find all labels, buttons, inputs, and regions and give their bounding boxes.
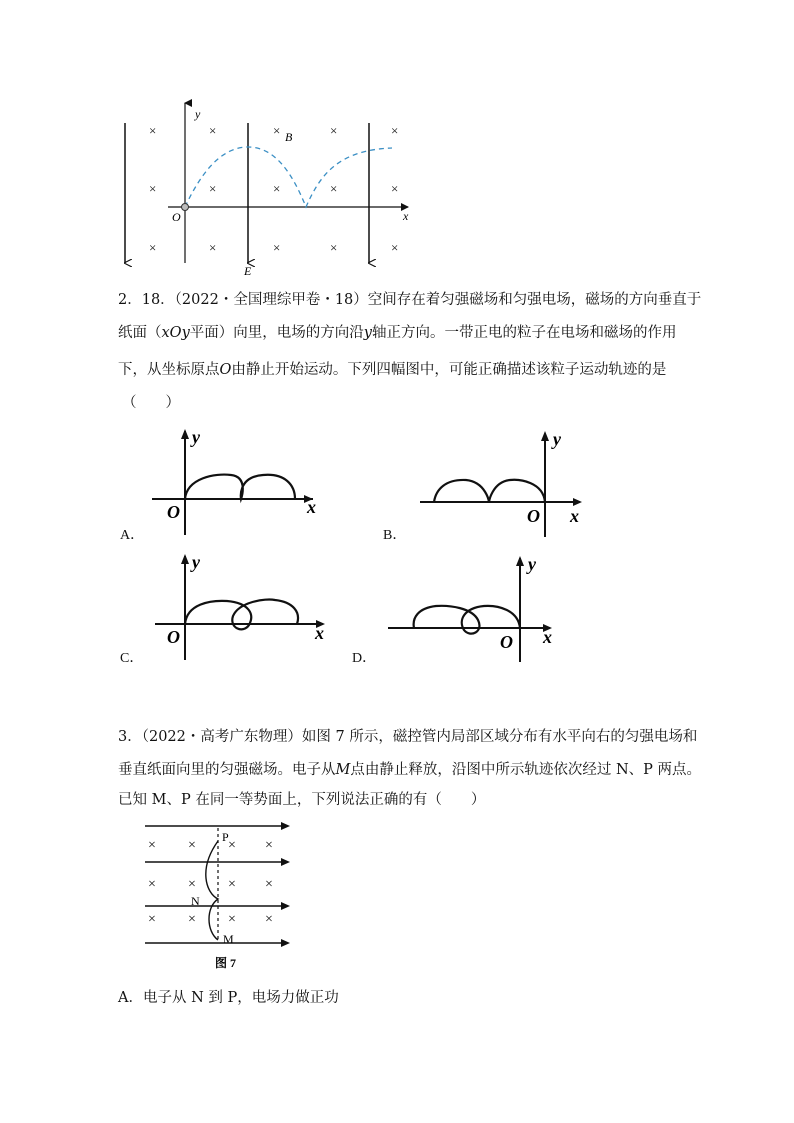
label-E: E	[244, 264, 252, 278]
axis-y-label: y	[528, 554, 536, 574]
axis-o-label: O	[167, 502, 180, 522]
q2-plane: xOy	[161, 325, 190, 341]
option-a-graph	[145, 423, 325, 538]
cross: ×	[149, 181, 157, 196]
electron-trajectory	[206, 841, 218, 940]
axis-o-label: O	[167, 627, 180, 647]
label-B: B	[285, 130, 293, 144]
axis-x-label: x	[307, 497, 316, 517]
axis-y-label: y	[553, 429, 561, 449]
option-a-label[interactable]: A．	[120, 528, 145, 543]
q3-line-2	[118, 760, 701, 780]
cross: ×	[148, 838, 156, 853]
axis-o-label: O	[527, 506, 540, 526]
q3-text: 点由静止释放，沿图中所示轨迹依次经过 N、P 两点。	[350, 762, 702, 778]
q2-text: 纸面（	[118, 325, 162, 341]
option-c-label[interactable]: C．	[120, 651, 144, 666]
cross: ×	[265, 838, 273, 853]
option-d-graph	[380, 550, 580, 665]
cross: ×	[391, 240, 399, 255]
axis-y-label: y	[192, 427, 200, 447]
trajectory-d	[414, 606, 520, 634]
cross: ×	[265, 912, 273, 927]
option-b-graph	[410, 425, 590, 540]
figure-1-field-diagram	[110, 95, 430, 280]
axis-o-label: O	[500, 632, 513, 652]
figure-7-diagram	[140, 815, 300, 975]
q2-line-2	[118, 323, 676, 343]
cross: ×	[228, 838, 236, 853]
q2-answer-blank: （ ）	[122, 395, 180, 411]
q2-text: 由静止开始运动。下列四幅图中，可能正确描述该粒子运动轨迹的是	[231, 362, 667, 378]
q3-text: 垂直纸面向里的匀强磁场。电子从	[118, 762, 336, 778]
cross: ×	[330, 240, 338, 255]
q3-line-1: 3．（2022・高考广东物理）如图 7 所示，磁控管内局部区域分布有水平向右的匀强电场和	[118, 729, 698, 745]
q3-line-3: 已知 M、P 在同一等势面上，下列说法正确的有（ ）	[118, 792, 486, 808]
option-c-graph	[145, 548, 335, 663]
cross: ×	[209, 181, 217, 196]
cross: ×	[209, 123, 217, 138]
option-d-label[interactable]: D．	[352, 651, 377, 666]
cross: ×	[149, 123, 157, 138]
axis-x-label: x	[543, 627, 552, 647]
cross: ×	[148, 912, 156, 927]
q2-text: 下，从坐标原点	[118, 362, 220, 378]
cross: ×	[188, 877, 196, 892]
trajectory-a	[185, 475, 295, 499]
q2-text: 轴正方向。一带正电的粒子在电场和磁场的作用	[371, 325, 677, 341]
cross: ×	[188, 838, 196, 853]
cross: ×	[330, 123, 338, 138]
label-P: P	[222, 830, 229, 844]
cross: ×	[148, 877, 156, 892]
q2-line-1: 2．18．（2022・全国理综甲卷・18）空间存在着匀强磁场和匀强电场，磁场的方向垂直于	[118, 292, 702, 308]
origin-particle	[182, 204, 189, 211]
cross: ×	[188, 912, 196, 927]
q2-axis: y	[363, 325, 372, 341]
q2-text: 平面）向里，电场的方向沿	[189, 325, 364, 341]
cross: ×	[273, 123, 281, 138]
cross: ×	[391, 181, 399, 196]
q3-option-a[interactable]: A．电子从 N 到 P，电场力做正功	[118, 990, 339, 1006]
axis-x-label: x	[315, 623, 324, 643]
cross: ×	[273, 240, 281, 255]
q2-line-3	[118, 360, 666, 380]
option-b-label[interactable]: B．	[383, 528, 407, 543]
trajectory-dashed	[185, 147, 392, 207]
label-O: O	[172, 210, 181, 224]
cross: ×	[330, 181, 338, 196]
label-x: x	[403, 209, 409, 223]
cross: ×	[273, 181, 281, 196]
cross: ×	[265, 877, 273, 892]
magnetic-field-crosses	[149, 123, 398, 255]
trajectory-b	[434, 480, 545, 502]
figure-caption: 图 7	[215, 956, 237, 970]
q2-origin: O	[219, 362, 232, 378]
label-M: M	[223, 932, 234, 946]
label-y: y	[195, 107, 201, 121]
cross: ×	[391, 123, 399, 138]
cross: ×	[228, 877, 236, 892]
axis-y-label: y	[192, 552, 200, 572]
cross: ×	[149, 240, 157, 255]
cross: ×	[228, 912, 236, 927]
cross: ×	[209, 240, 217, 255]
q3-point-m: M	[335, 762, 351, 778]
axis-x-label: x	[570, 506, 579, 526]
label-N: N	[191, 894, 200, 908]
